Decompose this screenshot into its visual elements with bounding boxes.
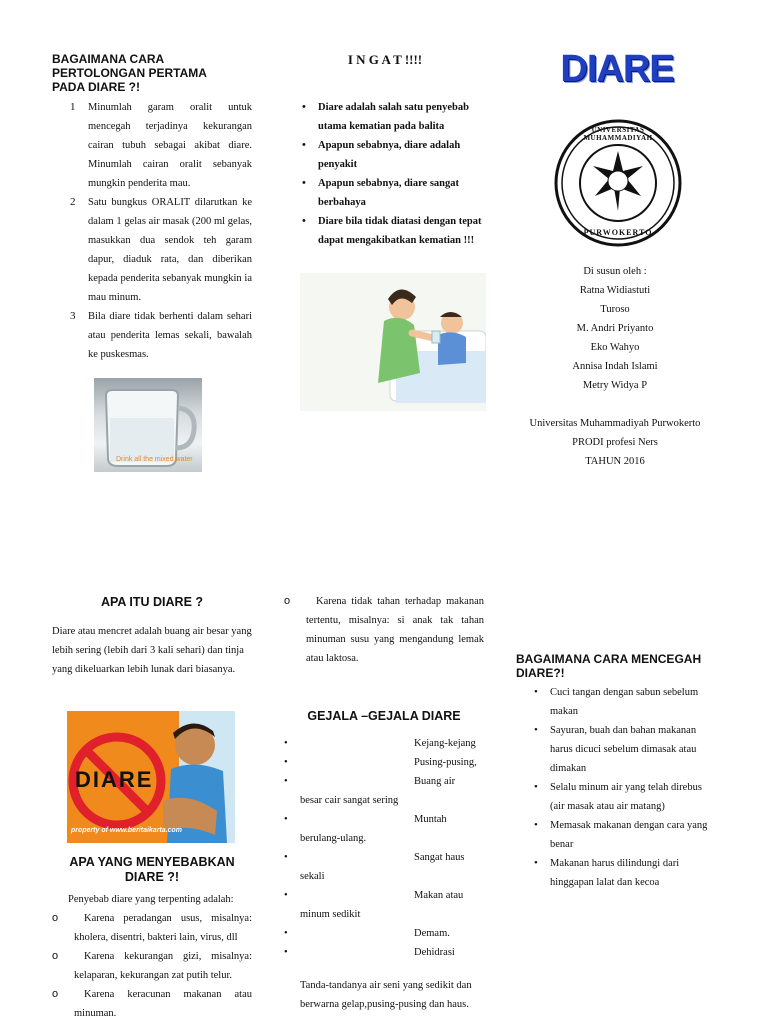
remember-list [296,98,482,250]
brochure-title: DIARE [560,48,674,90]
image-credit: property of www.beritaikarta.com [71,827,182,834]
mother-child-illustration [300,273,486,411]
list-item: 3 Bila diare tidak berhenti dalam sehari atau penderita lemas sekali, bawalah ke puskesmas. [70,310,252,360]
list-item: • Apapun sebabnya, diare adalah penyakit [296,136,482,174]
list-item: • Sayuran, buah dan bahan makanan harus dicuci sebelum dimasak atau dimakan [528,721,718,778]
list-item: • Buang air besar cair sangat sering [284,776,456,806]
list-item: o Karena tidak tahan terhadap makanan tertentu, misalnya: si anak tak tahan minuman susu yang mengandung lemak atau laktosa. [284,592,484,668]
university-seal-logo [553,116,683,250]
symptoms-list [284,734,486,962]
compiled-by-label: Di susun oleh : [583,266,647,277]
credits [510,262,720,471]
list-item: o Karena kekurangan gizi, misalnya: kelaparan, kekurangan zat putih telur. [52,947,252,985]
list-item: 2 Satu bungkus ORALIT dilarutkan ke dalam 1 gelas air masak (200 ml gelas, masukkan dua sendok teh garam dapur, diaduk rata, dan diberikan kepada penderita sebanyak mungkin ia mau minum. [70,196,252,303]
diarrhea-word: DIARE [75,767,154,792]
symptoms-heading: GEJALA –GEJALA DIARE [307,709,461,723]
author-name: Annisa Indah Islami [572,361,658,372]
seal-bottom-text: PURWOKERTO [583,228,653,237]
definition-text: Diare atau mencret adalah buang air besar yang lebih sering (lebih dari 3 kali sehari) dan tinja yang dikeluarkan lebih lunak dari biasanya. [52,626,252,675]
author-name: M. Andri Priyanto [576,323,654,334]
prevention-list [528,683,718,892]
causes-heading: APA YANG MENYEBABKAN DIARE ?! [69,855,235,884]
remember-heading: I N G A T !!!! [347,52,423,67]
year-label: TAHUN 2016 [585,456,645,467]
author-name: Eko Wahyo [590,342,640,353]
list-item: • Muntah berulang-ulang. [284,814,447,844]
dehydration-note: Tanda-tandanya air seni yang sedikit dan berwarna gelap,pusing-pusing dan haus. [300,980,472,1010]
list-item: • Diare bila tidak diatasi dengan tepat dapat mengakibatkan kematian !!! [296,212,482,250]
what-is-diarrhea-heading: APA ITU DIARE ? [100,595,204,609]
institution-name: Universitas Muhammadiyah Purwokerto [529,418,701,429]
list-item: • Pusing-pusing, [284,757,477,768]
list-item: o Karena keracunan makanan atau minuman. [52,985,252,1023]
list-item: • Cuci tangan dengan sabun sebelum makan [528,683,718,721]
list-item: • Makan atau minum sedikit [284,890,464,920]
glass-caption: Drink all the mixed water [116,456,193,463]
author-name: Ratna Widiastuti [579,285,651,296]
list-item: • Dehidrasi [284,947,455,958]
first-aid-heading: BAGAIMANA CARA PERTOLONGAN PERTAMA PADA DIARE ?! [52,52,207,94]
causes-list-continued [284,592,484,668]
list-item: • Sangat haus sekali [284,852,465,882]
water-glass-image [94,378,202,472]
list-item: 1 Minumlah garam oralit untuk mencegah terjadinya kekurangan cairan tubuh sebagai akibat diare. Minumlah cairan oralit sebanyak mungkin penderita mau. [70,101,252,189]
list-item: • Selalu minum air yang telah direbus (air masak atau air matang) [528,778,718,816]
causes-list [52,909,252,1023]
list-item: • Apapun sebabnya, diare sangat berbahaya [296,174,482,212]
author-name: Turoso [600,304,630,315]
list-item: • Diare adalah salah satu penyebab utama kematian pada balita [296,98,482,136]
list-item: • Demam. [284,928,450,939]
list-item: • Kejang-kejang [284,738,476,749]
first-aid-steps [52,98,252,364]
list-item: • Makanan harus dilindungi dari hinggapan lalat dan kecoa [528,854,718,892]
causes-intro: Penyebab diare yang terpenting adalah: [68,894,234,905]
list-item: • Memasak makanan dengan cara yang benar [528,816,718,854]
seal-top-text: UNIVERSITAS MUHAMMADIYAH [583,126,653,142]
author-name: Metry Widya P [582,380,648,391]
diarrhea-stop-illustration [67,711,235,843]
program-name: PRODI profesi Ners [572,437,658,448]
list-item: o Karena peradangan usus, misalnya: kholera, disentri, bakteri lain, virus, dll [52,909,252,947]
prevention-heading: BAGAIMANA CARA MENCEGAH DIARE?! [516,652,702,680]
